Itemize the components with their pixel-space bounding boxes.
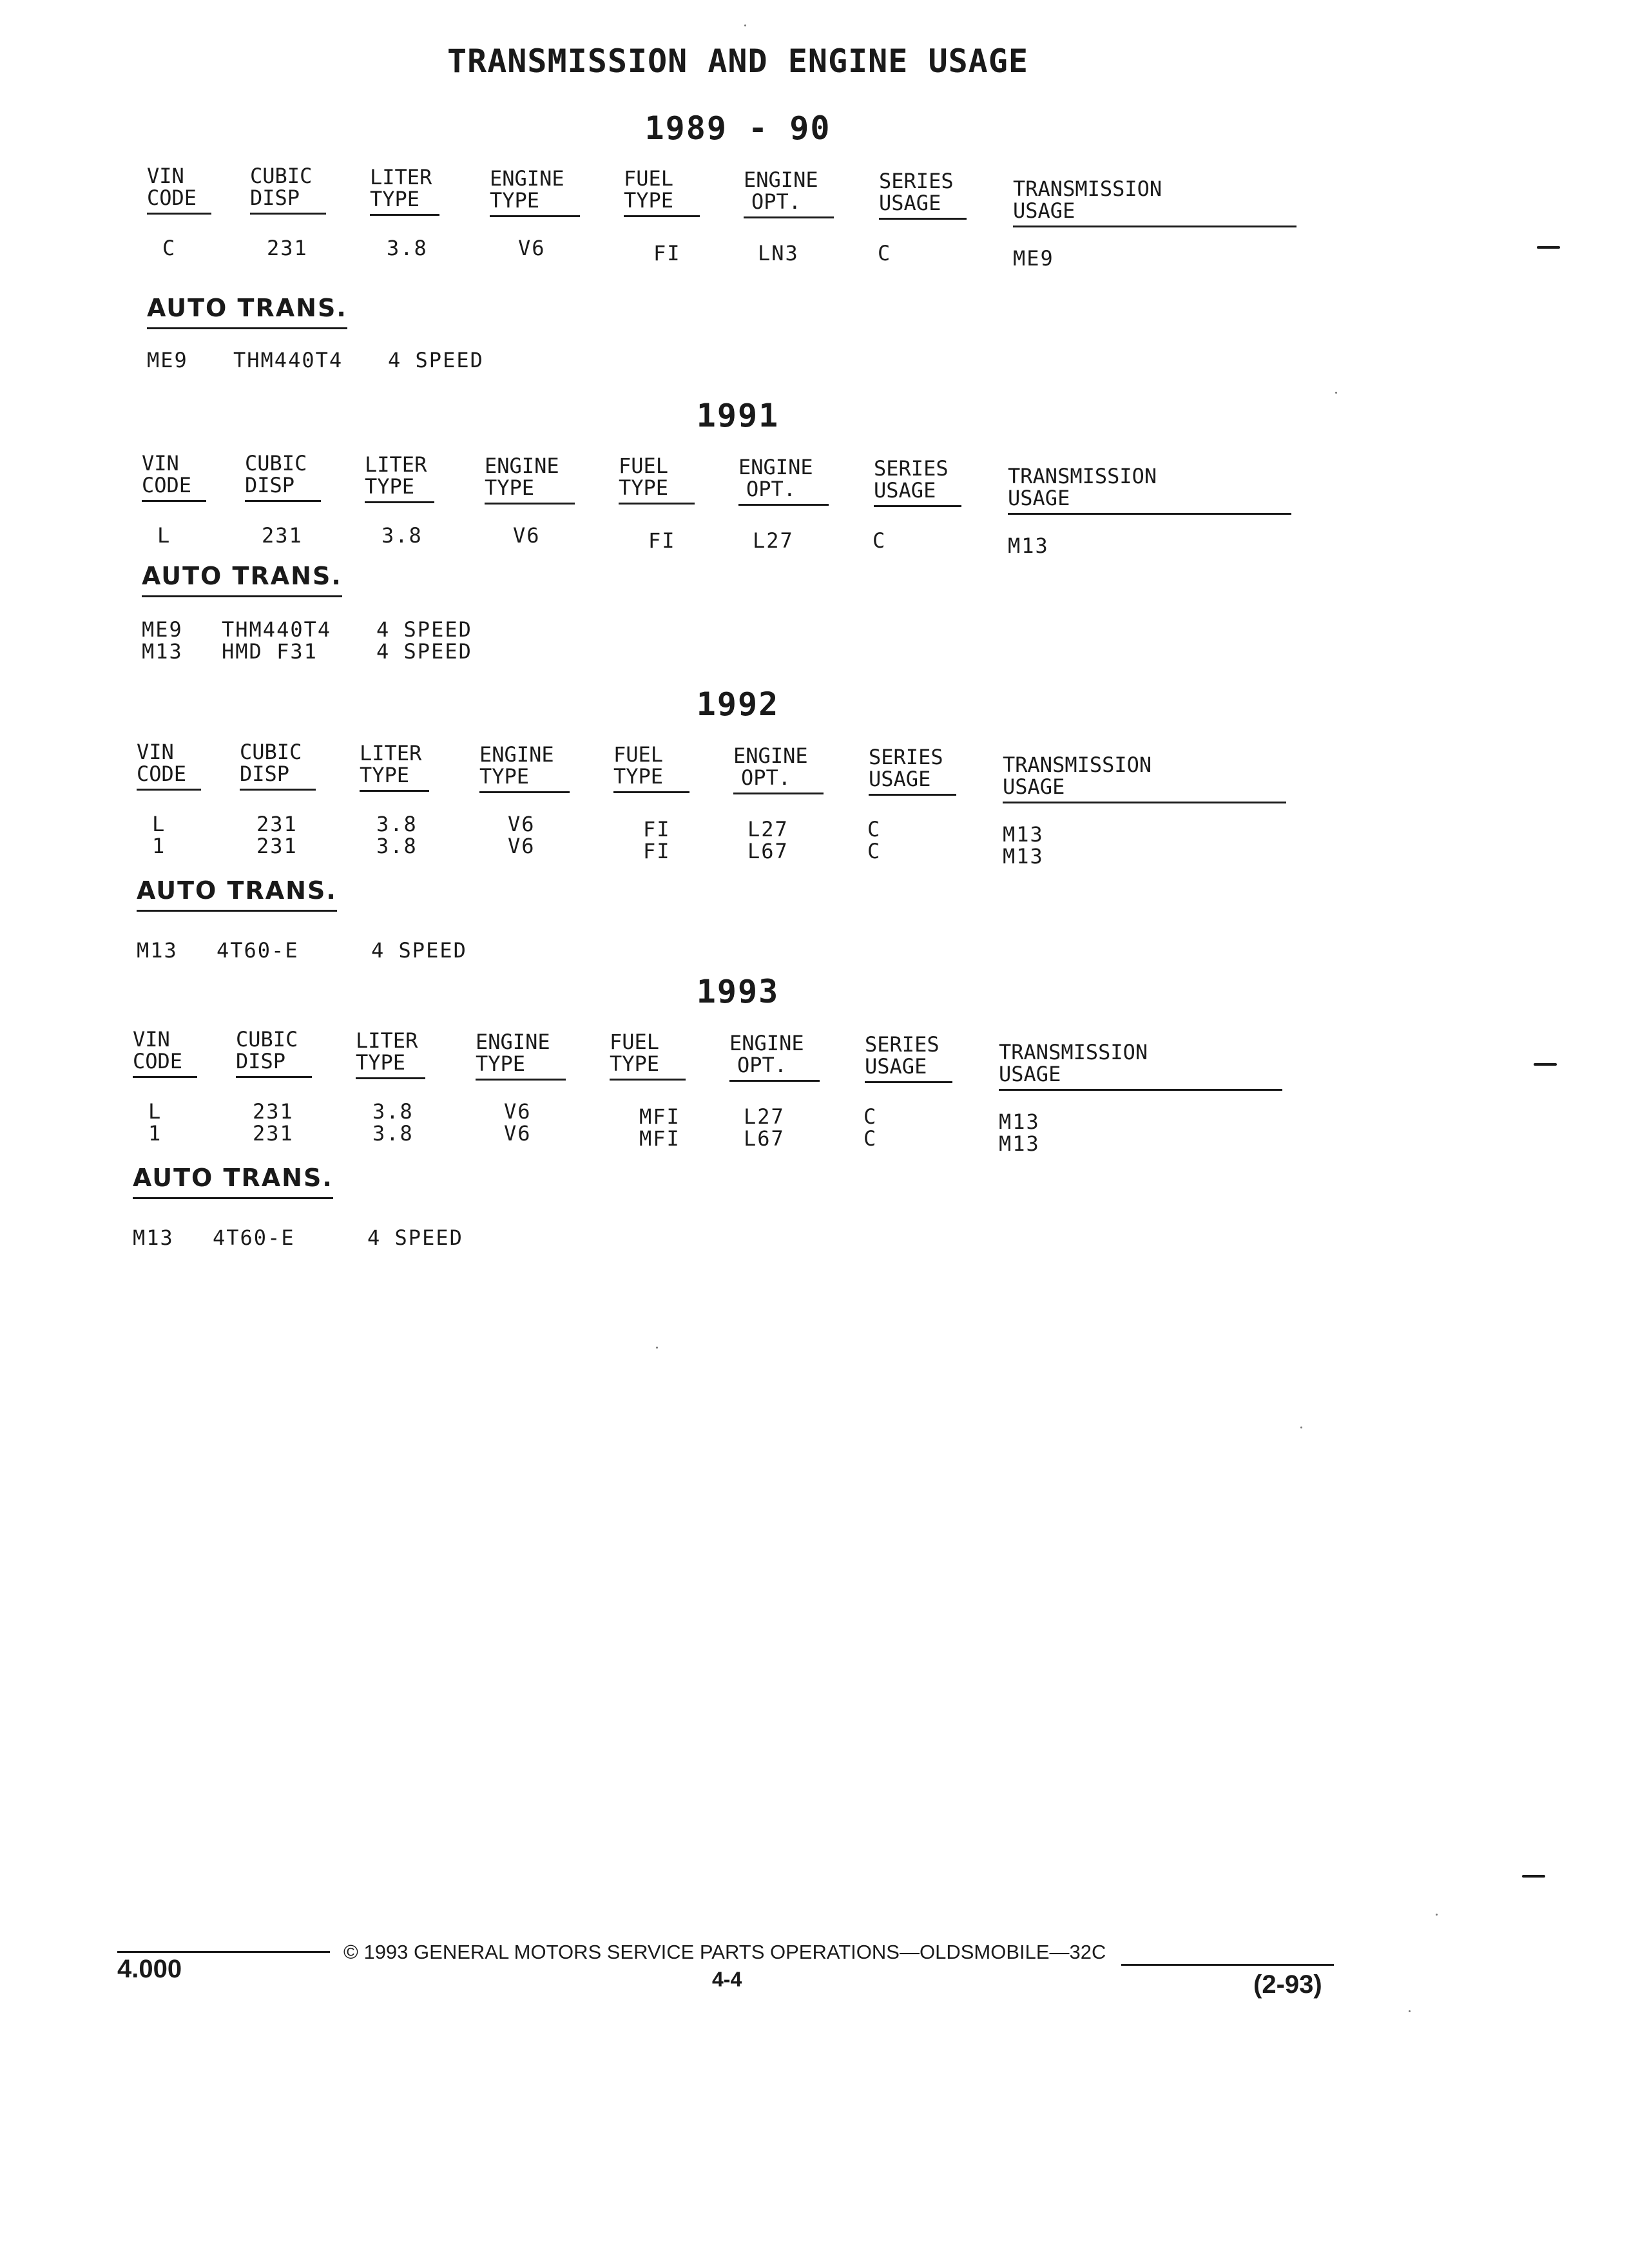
column-header-line2: USAGE (879, 191, 941, 215)
column-header-fuel (619, 455, 695, 505)
table-cell-fuel: MFI (639, 1126, 680, 1151)
table-cell-engine-type: V6 (504, 1121, 532, 1146)
column-header-engine-type (476, 1031, 566, 1081)
column-header-line1: CUBIC (250, 164, 313, 188)
scan-speck (1300, 1427, 1302, 1428)
auto-trans-speed: 4 SPEED (388, 348, 484, 372)
column-header-line2: DISP (245, 473, 295, 497)
column-header-line1: CUBIC (245, 451, 307, 476)
column-header-series (865, 1033, 952, 1083)
footer-rule-left (117, 1951, 330, 1953)
column-header-line2: OPT. (741, 765, 791, 790)
auto-trans-code: ME9 (142, 617, 183, 642)
column-header-engine-type (485, 455, 575, 505)
column-header-line1: SERIES (874, 456, 949, 481)
table-cell-engine-opt: L67 (747, 839, 789, 863)
footer-date-code: (2-93) (1253, 1970, 1322, 1999)
column-header-vin (137, 741, 201, 791)
column-header-line1: LITER (360, 741, 422, 765)
column-header-line2: USAGE (874, 478, 936, 503)
table-cell-transmission: M13 (1003, 844, 1044, 869)
margin-tick (1522, 1875, 1545, 1878)
auto-trans-code: ME9 (147, 348, 188, 372)
table-cell-vin: L (148, 1099, 162, 1124)
table-cell-series: C (867, 817, 882, 841)
column-header-line1: ENGINE (738, 455, 813, 479)
column-header-line1: ENGINE (479, 742, 554, 767)
table-cell-liter: 3.8 (372, 1099, 414, 1124)
column-header-line1: VIN (137, 740, 174, 764)
table-cell-engine-opt: L67 (744, 1126, 785, 1151)
year-section (0, 973, 1629, 1256)
auto-trans-model: 4T60-E (213, 1225, 295, 1250)
page-title: TRANSMISSION AND ENGINE USAGE (447, 43, 1028, 80)
table-cell-vin: C (162, 236, 177, 260)
table-cell-engine-opt: L27 (747, 817, 789, 841)
column-header-line1: TRANSMISSION (1013, 177, 1162, 201)
year-section (0, 110, 1629, 393)
column-header-line2: TYPE (490, 188, 540, 213)
margin-tick (1537, 246, 1560, 249)
column-header-line2: CODE (137, 762, 187, 786)
auto-trans-label: AUTO TRANS. (137, 876, 337, 912)
column-header-line1: ENGINE (729, 1031, 804, 1055)
table-cell-fuel: MFI (639, 1104, 680, 1129)
column-header-liter (356, 1030, 425, 1079)
column-header-line1: ENGINE (490, 166, 564, 191)
year-section (0, 397, 1629, 680)
footer-copyright: © 1993 GENERAL MOTORS SERVICE PARTS OPERATIONS—OLDSMOBILE—32C (343, 1941, 1106, 1963)
auto-trans-label: AUTO TRANS. (147, 294, 347, 329)
year-heading: 1989 - 90 (644, 110, 831, 147)
column-header-line1: TRANSMISSION (1003, 753, 1152, 777)
column-header-line2: USAGE (1003, 774, 1065, 799)
column-header-line1: ENGINE (744, 168, 818, 192)
footer-page-number: 4-4 (712, 1968, 742, 1991)
column-header-line2: TYPE (356, 1050, 406, 1075)
column-header-line1: SERIES (865, 1032, 940, 1057)
table-cell-vin: 1 (152, 834, 166, 858)
column-header-series (869, 746, 956, 796)
year-heading: 1991 (696, 397, 780, 434)
column-header-line1: SERIES (869, 745, 943, 769)
column-header-vin (142, 452, 206, 502)
table-cell-series: C (863, 1126, 878, 1151)
column-header-line2: USAGE (865, 1054, 927, 1079)
table-cell-engine-type: V6 (504, 1099, 532, 1124)
auto-trans-model: HMD F31 (222, 639, 318, 664)
column-header-line1: FUEL (619, 454, 669, 478)
column-header-line1: CUBIC (236, 1027, 298, 1052)
year-heading: 1993 (696, 973, 780, 1010)
column-header-transmission (999, 1041, 1282, 1091)
column-header-line2: CODE (147, 186, 197, 210)
table-cell-transmission: M13 (1008, 533, 1049, 558)
column-header-line2: CODE (133, 1049, 183, 1073)
column-header-line2: USAGE (1008, 486, 1070, 510)
table-cell-liter: 3.8 (376, 812, 418, 836)
column-header-line2: DISP (250, 186, 300, 210)
auto-trans-speed: 4 SPEED (371, 938, 467, 963)
footer-section-number: 4.000 (117, 1955, 182, 1983)
table-cell-engine-type: V6 (508, 812, 535, 836)
auto-trans-model: 4T60-E (217, 938, 299, 963)
column-header-line1: FUEL (610, 1030, 660, 1054)
table-cell-series: C (878, 241, 892, 265)
scan-speck (656, 1347, 658, 1349)
column-header-line1: LITER (356, 1028, 418, 1053)
table-cell-engine-opt: L27 (744, 1104, 785, 1129)
table-cell-fuel: FI (643, 817, 671, 841)
table-cell-fuel: FI (643, 839, 671, 863)
column-header-line2: TYPE (479, 764, 530, 789)
table-cell-vin: 1 (148, 1121, 162, 1146)
column-header-line1: ENGINE (733, 744, 808, 768)
table-cell-engine-type: V6 (513, 523, 541, 548)
column-header-line2: TYPE (613, 764, 664, 789)
column-header-line2: TYPE (365, 474, 415, 499)
column-header-line2: OPT. (737, 1053, 787, 1077)
auto-trans-speed: 4 SPEED (376, 639, 472, 664)
auto-trans-code: M13 (133, 1225, 174, 1250)
column-header-line1: SERIES (879, 169, 954, 193)
table-cell-liter: 3.8 (376, 834, 418, 858)
auto-trans-speed: 4 SPEED (376, 617, 472, 642)
auto-trans-code: M13 (137, 938, 178, 963)
table-cell-transmission: M13 (999, 1110, 1040, 1134)
table-cell-vin: L (152, 812, 166, 836)
scan-speck (1409, 2010, 1411, 2012)
scan-speck (1436, 1914, 1438, 1916)
column-header-line2: TYPE (624, 188, 674, 213)
column-header-cubic (245, 452, 321, 502)
table-cell-series: C (872, 528, 887, 553)
column-header-line2: TYPE (485, 476, 535, 500)
auto-trans-code: M13 (142, 639, 183, 664)
column-header-fuel (610, 1031, 686, 1081)
table-cell-cubic: 231 (253, 1099, 294, 1124)
column-header-vin (147, 165, 211, 215)
column-header-line2: USAGE (1013, 198, 1075, 223)
column-header-series (874, 457, 961, 507)
column-header-cubic (236, 1028, 312, 1078)
column-header-line2: TYPE (610, 1052, 660, 1076)
column-header-line2: TYPE (370, 187, 420, 211)
column-header-liter (365, 454, 434, 503)
table-cell-cubic: 231 (256, 834, 298, 858)
auto-trans-label: AUTO TRANS. (142, 562, 342, 597)
column-header-line1: LITER (365, 452, 427, 477)
auto-trans-model: THM440T4 (233, 348, 343, 372)
column-header-line2: DISP (236, 1049, 286, 1073)
column-header-liter (370, 166, 439, 216)
column-header-vin (133, 1028, 197, 1078)
table-cell-transmission: M13 (1003, 822, 1044, 847)
column-header-line1: VIN (133, 1027, 170, 1052)
table-cell-cubic: 231 (267, 236, 308, 260)
table-cell-liter: 3.8 (381, 523, 423, 548)
column-header-line2: TYPE (360, 763, 410, 787)
table-cell-engine-opt: LN3 (758, 241, 799, 265)
column-header-line2: TYPE (619, 476, 669, 500)
table-cell-liter: 3.8 (387, 236, 428, 260)
auto-trans-speed: 4 SPEED (367, 1225, 463, 1250)
column-header-line1: FUEL (613, 742, 664, 767)
table-cell-fuel: FI (648, 528, 676, 553)
footer-rule-right (1121, 1964, 1334, 1966)
column-header-line1: TRANSMISSION (999, 1040, 1148, 1064)
column-header-engine-type (479, 744, 570, 793)
column-header-cubic (250, 165, 326, 215)
table-cell-liter: 3.8 (372, 1121, 414, 1146)
scan-speck (1335, 392, 1337, 394)
column-header-line1: LITER (370, 165, 432, 189)
table-cell-engine-type: V6 (508, 834, 535, 858)
margin-tick (1534, 1063, 1557, 1066)
column-header-line1: ENGINE (476, 1030, 550, 1054)
table-cell-transmission: ME9 (1013, 246, 1054, 271)
table-cell-engine-opt: L27 (753, 528, 794, 553)
column-header-fuel (613, 744, 689, 793)
table-cell-fuel: FI (653, 241, 681, 265)
column-header-line2: USAGE (999, 1062, 1061, 1086)
column-header-line1: FUEL (624, 166, 674, 191)
column-header-engine-opt (729, 1032, 820, 1082)
table-cell-vin: L (157, 523, 171, 548)
year-section (0, 686, 1629, 969)
column-header-cubic (240, 741, 316, 791)
column-header-line2: CODE (142, 473, 192, 497)
column-header-series (879, 170, 967, 220)
auto-trans-label: AUTO TRANS. (133, 1164, 333, 1199)
column-header-line1: CUBIC (240, 740, 302, 764)
table-cell-series: C (867, 839, 882, 863)
column-header-line1: ENGINE (485, 454, 559, 478)
column-header-line2: TYPE (476, 1052, 526, 1076)
column-header-line2: DISP (240, 762, 290, 786)
column-header-transmission (1013, 178, 1296, 227)
column-header-liter (360, 742, 429, 792)
column-header-engine-opt (738, 456, 829, 506)
column-header-transmission (1008, 465, 1291, 515)
column-header-line2: OPT. (746, 477, 796, 501)
column-header-line1: TRANSMISSION (1008, 464, 1157, 488)
column-header-engine-opt (744, 169, 834, 218)
column-header-line2: USAGE (869, 767, 931, 791)
table-cell-engine-type: V6 (518, 236, 546, 260)
column-header-fuel (624, 168, 700, 217)
year-heading: 1992 (696, 686, 780, 723)
table-cell-cubic: 231 (256, 812, 298, 836)
column-header-engine-opt (733, 745, 824, 794)
column-header-line1: VIN (147, 164, 184, 188)
column-header-line2: OPT. (751, 189, 802, 214)
table-cell-cubic: 231 (253, 1121, 294, 1146)
table-cell-transmission: M13 (999, 1131, 1040, 1156)
column-header-transmission (1003, 754, 1286, 803)
scan-speck (744, 24, 746, 26)
column-header-line1: VIN (142, 451, 179, 476)
table-cell-series: C (863, 1104, 878, 1129)
auto-trans-model: THM440T4 (222, 617, 332, 642)
table-cell-cubic: 231 (262, 523, 303, 548)
column-header-engine-type (490, 168, 580, 217)
